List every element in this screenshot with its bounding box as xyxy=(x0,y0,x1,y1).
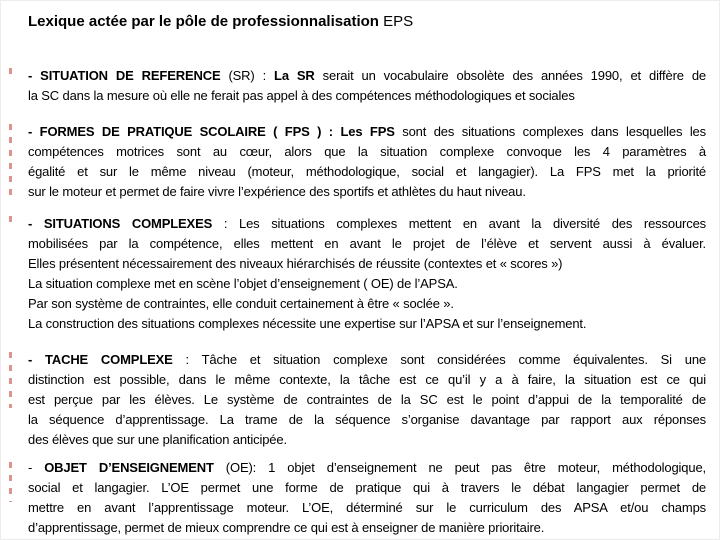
definition-paragraph-formes-de-pratique-scolaire xyxy=(28,122,706,202)
text-run: (SR) : xyxy=(228,68,275,83)
bold-text-run: OBJET D’ENSEIGNEMENT xyxy=(44,460,214,475)
text-run: des élèves que sur une planification anticipée. xyxy=(28,432,287,447)
text-run: La construction des situations complexes nécessite une expertise sur l’APSA et sur l’enseignement. xyxy=(28,316,587,331)
text-line xyxy=(28,234,706,254)
text-run: d’apprentissage, permet de mieux comprendre ce qui est à enseigner de manière prioritaire. xyxy=(28,520,545,535)
text-line xyxy=(28,350,706,370)
text-line xyxy=(28,122,706,142)
text-line xyxy=(28,430,706,450)
margin-revision-mark xyxy=(9,124,12,200)
text-run: serait un vocabulaire obsolète des années 1990, et diffère de xyxy=(314,68,706,83)
text-line xyxy=(28,274,706,294)
text-run: : Les situations complexes mettent en avant la diversité des ressources xyxy=(212,216,706,231)
text-run: - xyxy=(28,460,45,475)
text-run: distinction est possible, dans le même contexte, la tâche est ce qu’il y a à faire, la situation est ce qui xyxy=(28,372,706,387)
text-run: mettre en avant l’apprentissage moteur. L’OE, déterminé sur le curriculum des APSA et/ou champs xyxy=(28,500,706,515)
text-line xyxy=(28,478,706,498)
text-line xyxy=(28,498,706,518)
text-line xyxy=(28,142,706,162)
text-run: (OE): 1 objet d’enseignement ne peut pas être moteur, méthodologique, xyxy=(213,460,706,475)
margin-revision-mark xyxy=(9,216,12,229)
bold-text-run: - SITUATIONS COMPLEXES xyxy=(28,216,213,231)
margin-revision-mark xyxy=(9,68,12,81)
text-line xyxy=(28,214,706,234)
bold-text-run: - FORMES DE PRATIQUE SCOLAIRE ( FPS ) : Les FPS xyxy=(28,124,395,139)
text-run: EPS xyxy=(383,13,414,30)
text-line xyxy=(28,518,706,538)
page-title xyxy=(28,12,706,32)
text-run: mobilisées par la compétence, elles mettent en avant le projet de l’élève et servent aussi à évaluer. xyxy=(28,236,706,251)
margin-revision-mark xyxy=(9,462,12,502)
text-run: La situation complexe met en scène l’objet d’enseignement ( OE) de l’APSA. xyxy=(28,276,458,291)
text-line xyxy=(28,410,706,430)
bold-text-run: - SITUATION DE REFERENCE xyxy=(28,68,229,83)
text-line xyxy=(28,86,706,106)
text-run: sur le moteur et permet de faire vivre l’expérience des sportifs et athlètes du haut niveau. xyxy=(28,184,526,199)
bold-text-run: Lexique actée par le pôle de professionnalisation xyxy=(28,13,384,30)
text-run: la SC dans la mesure où elle ne ferait pas appel à des compétences méthodologiques et sociales xyxy=(28,88,575,103)
text-run: Elles présentent nécessairement des niveaux hiérarchisés de réussite (contextes et « scores ») xyxy=(28,256,563,271)
text-line xyxy=(28,390,706,410)
text-run: compétences motrices sont au cœur, alors que la situation complexe convoque les 4 paramètres à xyxy=(28,144,706,159)
text-line xyxy=(28,66,706,86)
text-run: la séquence d’apprentissage. La trame de la séquence s’organise davantage par rapport aux réponses xyxy=(28,412,706,427)
text-run: Par son système de contraintes, elle conduit certainement à être « soclée ». xyxy=(28,296,454,311)
text-line xyxy=(28,162,706,182)
text-line xyxy=(28,182,706,202)
text-run: : Tâche et situation complexe sont considérées comme équivalentes. Si une xyxy=(172,352,706,367)
text-run: égalité et sur le même niveau (moteur, méthodologique, social et langagier). La FPS met la priorité xyxy=(28,164,706,179)
definition-paragraph-situations-complexes xyxy=(28,214,706,334)
text-line xyxy=(28,294,706,314)
definition-paragraph-objet-d-enseignement xyxy=(28,458,706,538)
margin-revision-mark xyxy=(9,352,12,408)
text-run: est perçue par les élèves. Le système de contraintes de la SC est le point d’appui de la temporalité de xyxy=(28,392,706,407)
bold-text-run: - TACHE COMPLEXE xyxy=(28,352,173,367)
definition-paragraph-tache-complexe xyxy=(28,350,706,450)
text-run: social et langagier. L’OE permet une forme de pratique qui à travers le débat langagier permet de xyxy=(28,480,706,495)
definition-paragraph-situation-de-reference xyxy=(28,66,706,106)
lexicon-body xyxy=(0,66,720,538)
bold-text-run: La SR xyxy=(274,68,315,83)
text-line xyxy=(28,370,706,390)
text-line xyxy=(28,254,706,274)
text-line xyxy=(28,458,706,478)
text-run: sont des situations complexes dans lesquelles les xyxy=(394,124,706,139)
text-line xyxy=(28,314,706,334)
